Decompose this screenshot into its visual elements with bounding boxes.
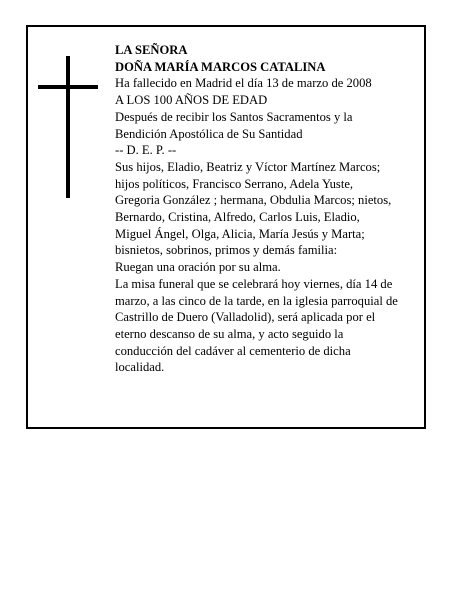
deceased-name: DOÑA MARÍA MARCOS CATALINA: [115, 59, 326, 74]
funeral-line: eterno descanso de su alma, y acto seguido la: [115, 326, 344, 341]
funeral-line: marzo, a las cinco de la tarde, en la iglesia parroquial de: [115, 293, 398, 308]
funeral-line: La misa funeral que se celebrará hoy viernes, día 14 de: [115, 276, 393, 291]
death-announcement: Ha fallecido en Madrid el día 13 de marzo de 2008: [115, 76, 372, 91]
cross-icon: [38, 56, 98, 198]
family-line: bisnietos, sobrinos, primos y demás familia:: [115, 243, 338, 258]
family-line: Gregoria González ; hermana, Obdulia Marcos; nietos,: [115, 193, 392, 208]
age-line: A LOS 100 AÑOS DE EDAD: [115, 93, 268, 108]
title-line: LA SEÑORA: [115, 43, 188, 57]
obituary-notice: [26, 25, 426, 429]
family-line: Bernardo, Cristina, Alfredo, Carlos Luis, Eladio,: [115, 210, 360, 225]
sacraments-line: Después de recibir los Santos Sacramentos y la: [115, 109, 353, 124]
family-line: hijos políticos, Francisco Serrano, Adela Yuste,: [115, 176, 354, 191]
rip-line: -- D. E. P. --: [115, 143, 177, 158]
cross-vertical-bar: [66, 56, 70, 198]
funeral-line: Castrillo de Duero (Valladolid), será aplicada por el: [115, 310, 376, 325]
sacraments-line: Bendición Apostólica de Su Santidad: [115, 126, 303, 141]
family-line: Miguel Ángel, Olga, Alicia, María Jesús y Marta;: [115, 226, 365, 241]
funeral-line: localidad.: [115, 360, 165, 375]
cross-horizontal-bar: [38, 85, 98, 89]
prayer-line: Ruegan una oración por su alma.: [115, 260, 281, 275]
family-line: Sus hijos, Eladio, Beatriz y Víctor Martínez Marcos;: [115, 159, 381, 174]
notice-text: [115, 42, 425, 376]
funeral-line: conducción del cadáver al cementerio de dicha: [115, 343, 351, 358]
